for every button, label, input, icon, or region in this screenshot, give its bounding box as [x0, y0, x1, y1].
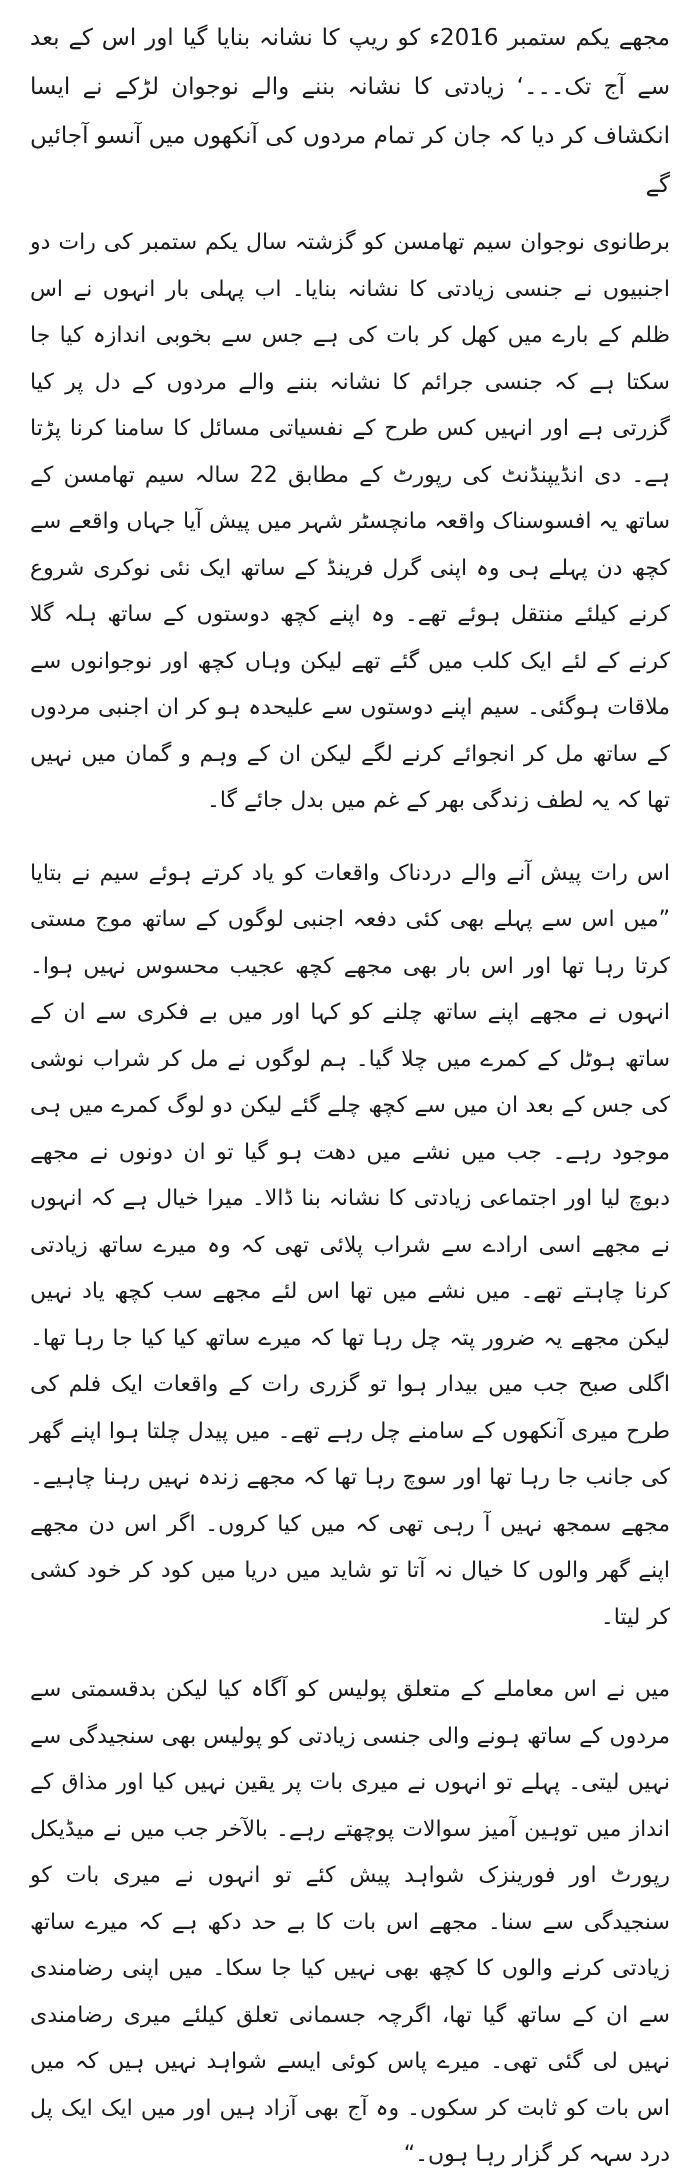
article-paragraph: اس رات پیش آنے والے دردناک واقعات کو یاد کرتے ہوئے سیم نے بتایا ”میں اس سے پہلے بھی کئی دفعہ اجنبی لوگوں کے ساتھ موج مستی کرتا رہا تھا اور اس بار بھی مجھے کچھ عجیب محسوس نہیں ہوا۔ انہوں نے مجھے اپنے ساتھ چلنے کو کہا اور میں بے فکری سے ان کے ساتھ ہوٹل کے کمرے میں چلا گیا۔ ہم لوگوں نے مل کر شراب نوشی کی جس کے بعد ان میں سے کچھ چلے گئے لیکن دو لوگ کمرے میں ہی موجود رہے۔ جب میں نشے میں دھت ہو گیا تو ان دونوں نے مجھے دبوچ لیا اور اجتماعی زیادتی کا نشانہ بنا ڈالا۔ میرا خیال ہے کہ انہوں نے مجھے اسی ارادے سے شراب پلائی تھی کہ وہ میرے ساتھ زیادتی کرنا چاہتے تھے۔ میں نشے میں تھا اس لئے مجھے سب کچھ یاد نہیں لیکن مجھے یہ ضرور پتہ چل رہا تھا کہ میرے ساتھ کیا کیا جا رہا تھا۔ اگلی صبح جب میں بیدار ہوا تو گزری رات کے واقعات ایک فلم کی طرح میری آنکھوں کے سامنے چل رہے تھے۔ میں پیدل چلتا ہوا اپنے گھر کی جانب جا رہا تھا اور سوچ رہا تھا کہ مجھے زندہ نہیں رہنا چاہیے۔ مجھے سمجھ نہیں آ رہی تھی کہ میں کیا کروں۔ اگر اس دن مجھے اپنے گھر والوں کا خیال نہ آتا تو شاید میں دریا میں کود کر خود کشی کر لیتا۔ [30, 860, 670, 1630]
article-paragraph: میں نے اس معاملے کے متعلق پولیس کو آگاہ کیا لیکن بدقسمتی سے مردوں کے ساتھ ہونے والی جنسی زیادتی کو پولیس بھی سنجیدگی سے نہیں لیتی۔ پہلے تو انہوں نے میری بات پر یقین نہیں کیا اور مذاق کے انداز میں توہین آمیز سوالات پوچھتے رہے۔ بالآخر جب میں نے میڈیکل رپورٹ اور فورینزک شواہد پیش کئے تو انہوں نے میری بات کو سنجیدگی سے سنا۔ مجھے اس بات کا بے حد دکھ ہے کہ میرے ساتھ زیادتی کرنے والوں کا کچھ بھی نہیں کیا جا سکا۔ میں اپنی رضامندی سے ان کے ساتھ گیا تھا، اگرچہ جسمانی تعلق کیلئے میری رضامندی نہیں لی گئی تھی۔ میرے پاس کوئی ایسے شواہد نہیں ہیں کہ میں اس بات کو ثابت کر سکوں۔ وہ آج بھی آزاد ہیں اور میں ایک ایک پل درد سہہ کر گزار رہا ہوں۔“ [30, 1677, 670, 2167]
article-body [30, 14, 670, 2179]
article-paragraph: برطانوی نوجوان سیم تھامسن کو گزشتہ سال یکم ستمبر کی رات دو اجنبیوں نے جنسی زیادتی کا نشانہ بنایا۔ اب پہلی بار انہوں نے اس ظلم کے بارے میں کھل کر بات کی ہے جس سے بخوبی اندازہ کیا جا سکتا ہے کہ جنسی جرائم کا نشانہ بننے والے مردوں کے دل پر کیا گزرتی ہے اور انہیں کس طرح کے نفسیاتی مسائل کا سامنا کرنا پڑتا ہے۔ دی انڈیپنڈنٹ کی رپورٹ کے مطابق 22 سالہ سیم تھامسن کے ساتھ یہ افسوسناک واقعہ مانچسٹر شہر میں پیش آیا جہاں واقعے سے کچھ دن پہلے ہی وہ اپنی گرل فرینڈ کے ساتھ ایک نئی نوکری شروع کرنے کیلئے منتقل ہوئے تھے۔ وہ اپنے کچھ دوستوں کے ساتھ ہلہ گلا کرنے کے لئے ایک کلب میں گئے تھے لیکن وہاں کچھ اور نوجوانوں سے ملاقات ہوگئی۔ سیم اپنے دوستوں سے علیحدہ ہو کر ان اجنبی مردوں کے ساتھ مل کر انجوائے کرنے لگے لیکن ان کے وہم و گمان میں نہیں تھا کہ یہ لطف زندگی بھر کے غم میں بدل جائے گا۔ [30, 230, 670, 813]
article-headline: مجھے یکم ستمبر 2016ء کو ریپ کا نشانہ بنایا گیا اور اس کے بعد سے آج تک۔۔۔‘ زیادتی کا نشانہ بننے والے نوجوان لڑکے نے ایسا انکشاف کر دیا کہ جان کر تمام مردوں کی آنکھوں میں آنسو آجائیں گے [30, 25, 670, 198]
